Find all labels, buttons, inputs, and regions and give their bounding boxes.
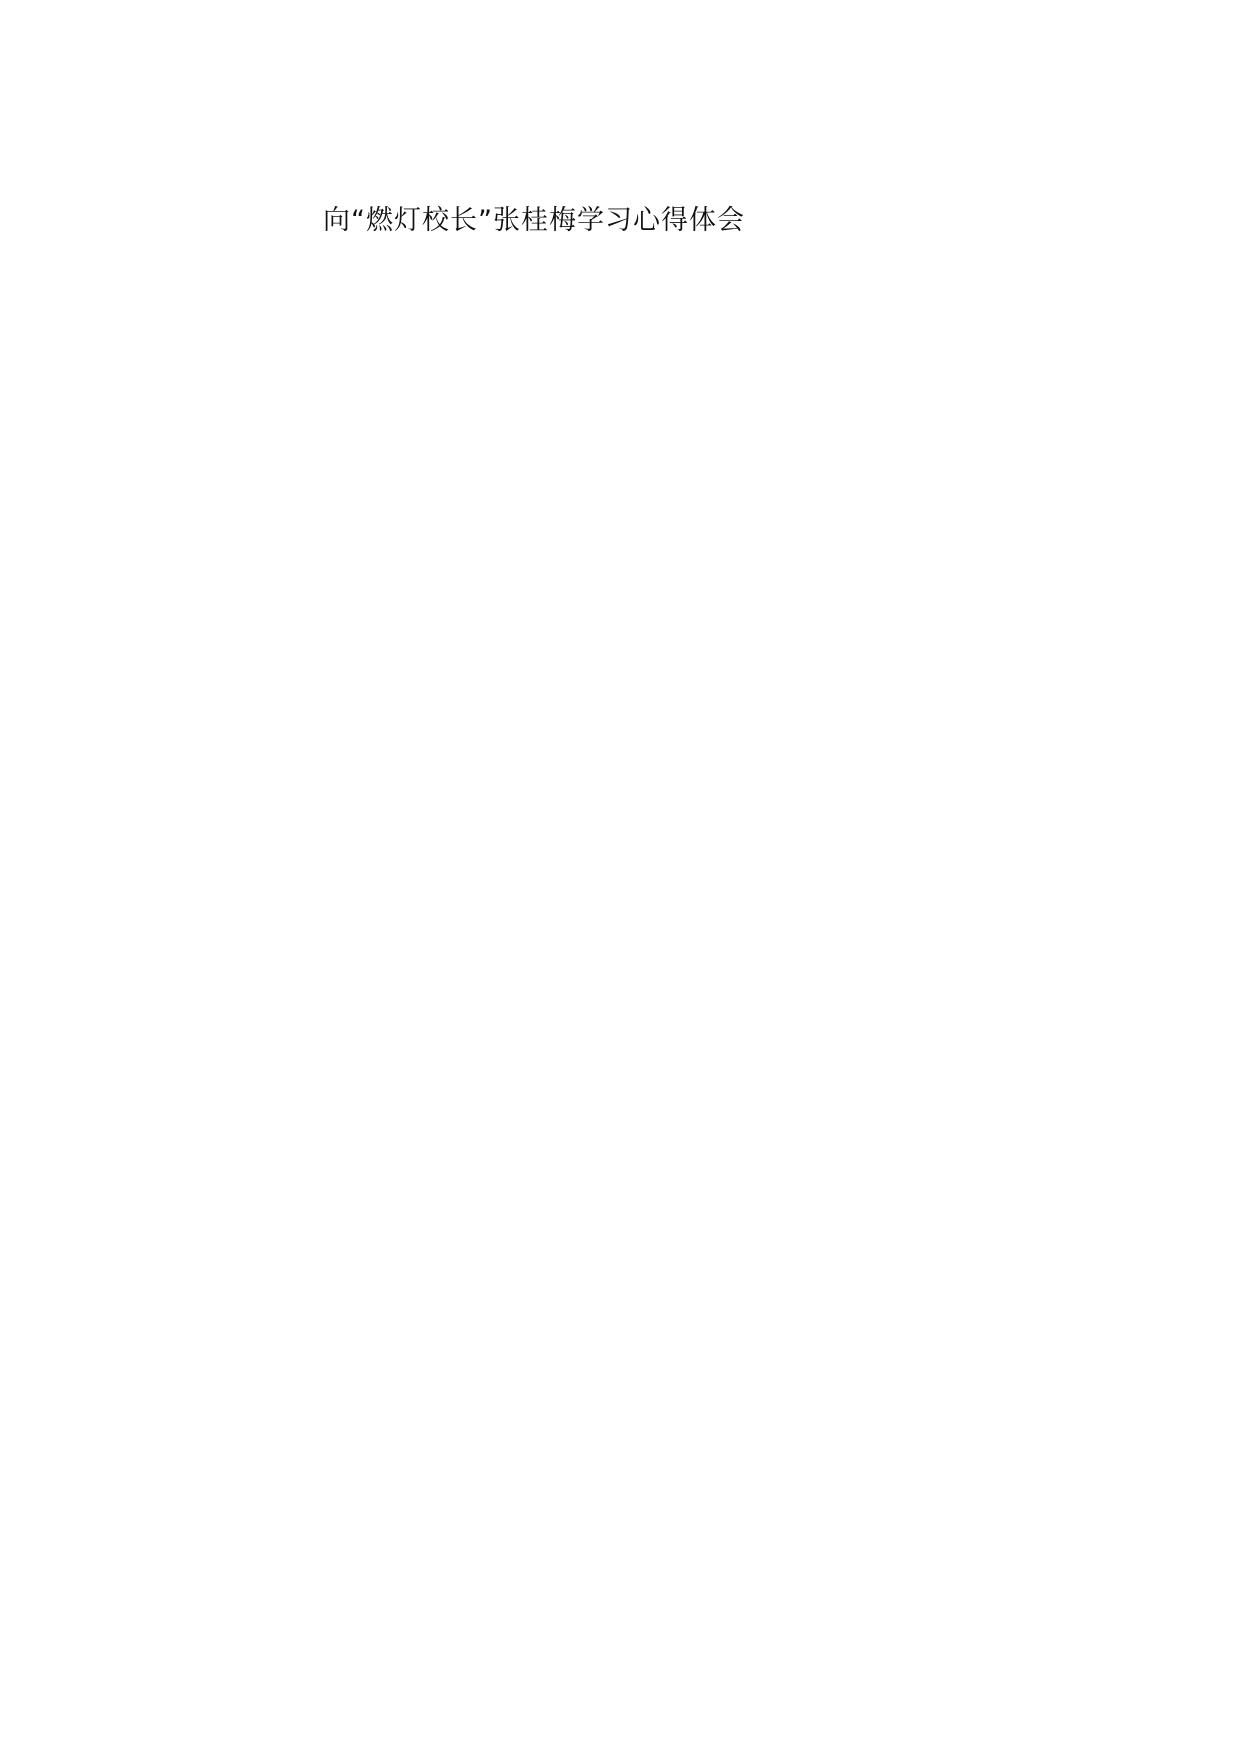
- document-title: 向“燃灯校长”张桂梅学习心得体会: [323, 205, 745, 236]
